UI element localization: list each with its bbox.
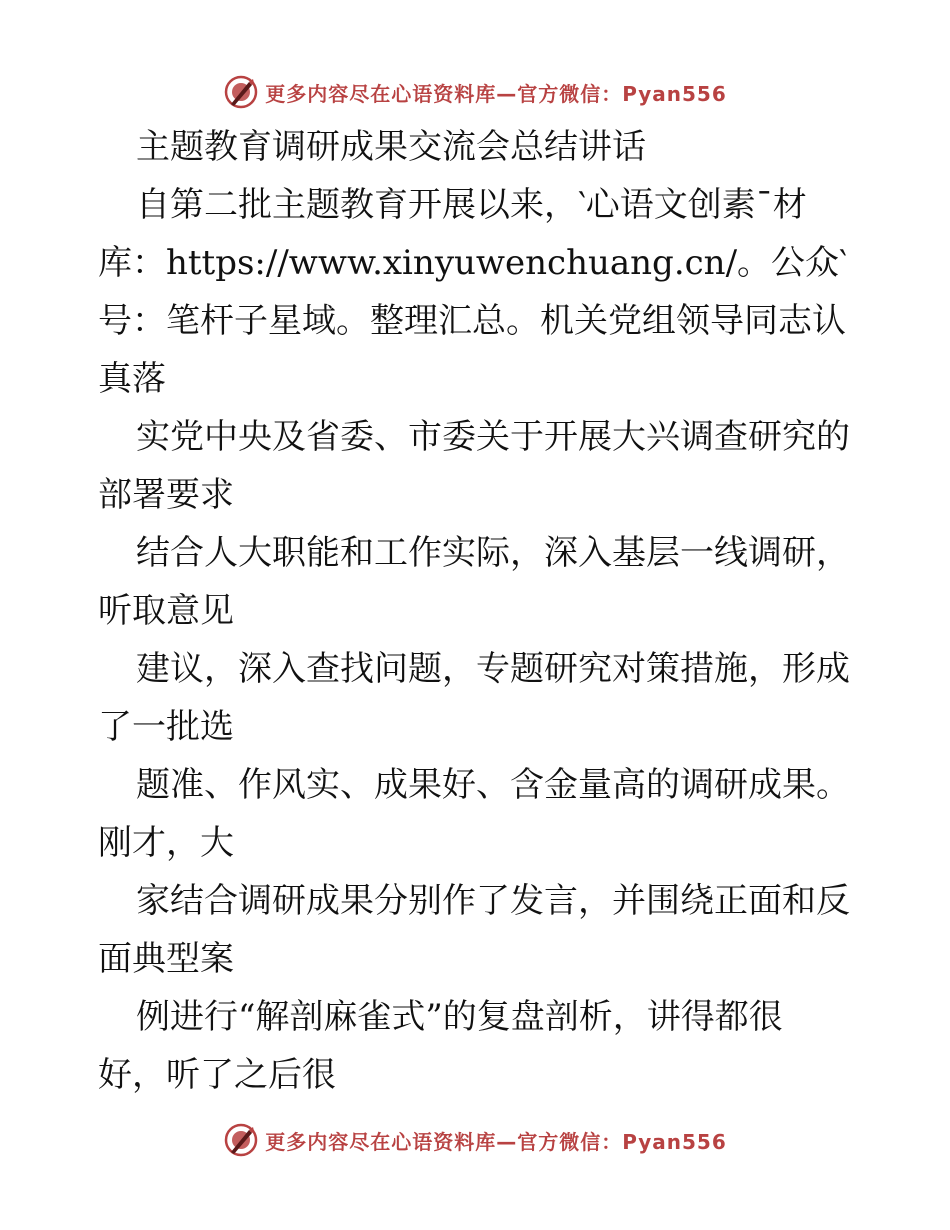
paragraph-line: 实党中央及省委、市委关于开展大兴调查研究的 <box>136 417 850 457</box>
document-title: 主题教育调研成果交流会总结讲话 <box>136 127 646 167</box>
paragraph-line: 刚才，大 <box>98 823 234 863</box>
header-watermark <box>0 70 950 114</box>
paragraph-line: 部署要求 <box>98 475 234 515</box>
paragraph-line: 建议，深入查找问题，专题研究对策措施，形成 <box>136 649 850 689</box>
paragraph-line: 库：https://www.xinyuwenchuang.cn/。公众‵ <box>98 243 847 283</box>
paragraph-line: 了一批选 <box>98 707 234 747</box>
pen-logo-icon <box>223 1122 259 1158</box>
paragraph-line: 面典型案 <box>98 939 234 979</box>
paragraph-line: 好，听了之后很 <box>98 1055 336 1095</box>
paragraph-line: 例进行“解剖麻雀式”的复盘剖析，讲得都很 <box>136 997 783 1037</box>
footer-watermark <box>0 1118 950 1162</box>
paragraph-line: 题准、作风实、成果好、含金量高的调研成果。 <box>136 765 850 805</box>
paragraph-line: 结合人大职能和工作实际，深入基层一线调研， <box>136 533 850 573</box>
paragraph-line: 真落 <box>98 359 166 399</box>
pen-logo-icon <box>223 74 259 110</box>
paragraph-line: 号：笔杆子星域。整理汇总。机关党组领导同志认 <box>98 301 846 341</box>
watermark-text: 更多内容尽在心语资料库—官方微信：Pyan556 <box>265 1129 727 1154</box>
paragraph-line: 家结合调研成果分别作了发言，并围绕正面和反 <box>136 881 850 921</box>
paragraph-line: 听取意见 <box>98 591 234 631</box>
paragraph-line: 自第二批主题教育开展以来，‵心语文创素¯材 <box>136 185 807 225</box>
watermark-text: 更多内容尽在心语资料库—官方微信：Pyan556 <box>265 81 727 106</box>
